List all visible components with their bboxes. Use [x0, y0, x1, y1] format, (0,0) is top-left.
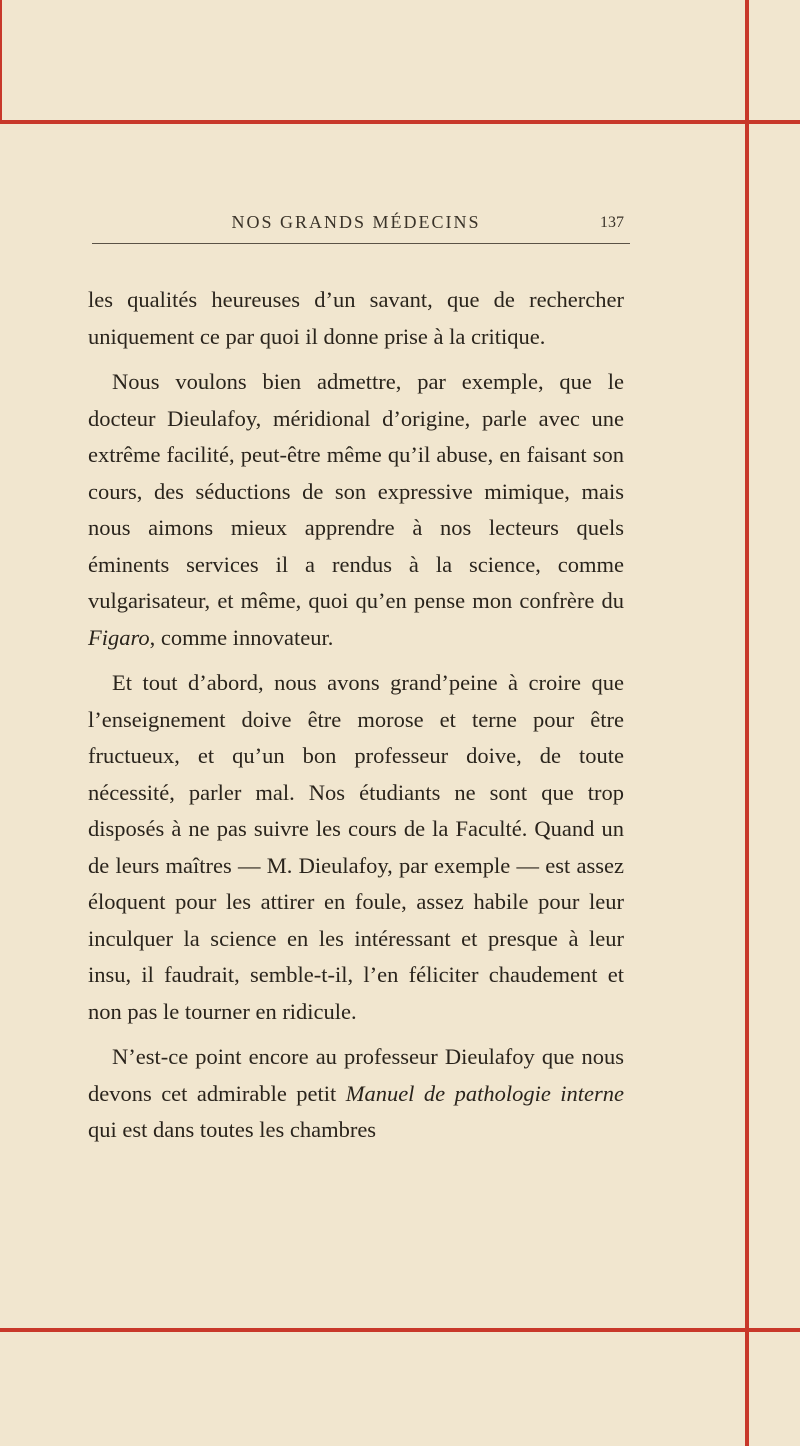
frame-rule-bottom	[0, 1328, 800, 1332]
paragraph-4-text-b: qui est dans toutes les chambres	[88, 1117, 377, 1142]
header-divider	[92, 243, 630, 244]
paragraph-4	[88, 1039, 624, 1149]
paragraph-1: les qualités heureuses d’un savant, que de rechercher uniquement ce par quoi il donne prise à la critique.	[88, 287, 624, 349]
paragraph-2-text-a: Nous voulons bien admettre, par exemple, que le docteur Dieulafoy, méridional d’origine, parle avec une extrême facilité, peut-être même qu’il abuse, en faisant son cours, des séductions de son expressive mimique, mais nous aimons mieux apprendre à nos lecteurs quels éminents services il a rendus à la science, comme vulgarisateur, et même, quoi qu’en pense mon confrère du	[88, 369, 624, 613]
paragraph-4-text-a: N’est-ce point encore au professeur Dieulafoy que nous devons cet admirable petit	[88, 1044, 624, 1106]
paragraph-2	[88, 364, 624, 656]
page-number: 137	[600, 214, 624, 231]
running-title: NOS GRANDS MÉDECINS	[231, 212, 481, 232]
paragraph-4-italic: Manuel de pathologie interne	[345, 1080, 624, 1106]
paragraph-2-text-b: , comme innovateur.	[149, 624, 334, 650]
paragraph-2-italic: Figaro	[88, 624, 150, 650]
running-header	[88, 212, 624, 242]
frame-rule-right	[745, 0, 749, 1446]
paragraph-3: Et tout d’abord, nous avons grand’peine à croire que l’enseignement doive être morose et terne pour être fructueux, et qu’un bon professeur doive, de toute nécessité, parler mal. Nos étudiants ne sont que trop disposés à ne pas suivre les cours de la Faculté. Quand un de leurs maîtres — M. Dieulafoy, par exemple — est assez éloquent pour les attirer en foule, assez habile pour leur inculquer la science en les intéressant et presque à leur insu, il faudrait, semble-t-il, l’en féliciter chaudement et non pas le tourner en ridicule.	[88, 670, 624, 1024]
frame-rule-left-top	[0, 0, 2, 124]
frame-rule-top	[0, 120, 800, 124]
body-text	[88, 282, 624, 1149]
